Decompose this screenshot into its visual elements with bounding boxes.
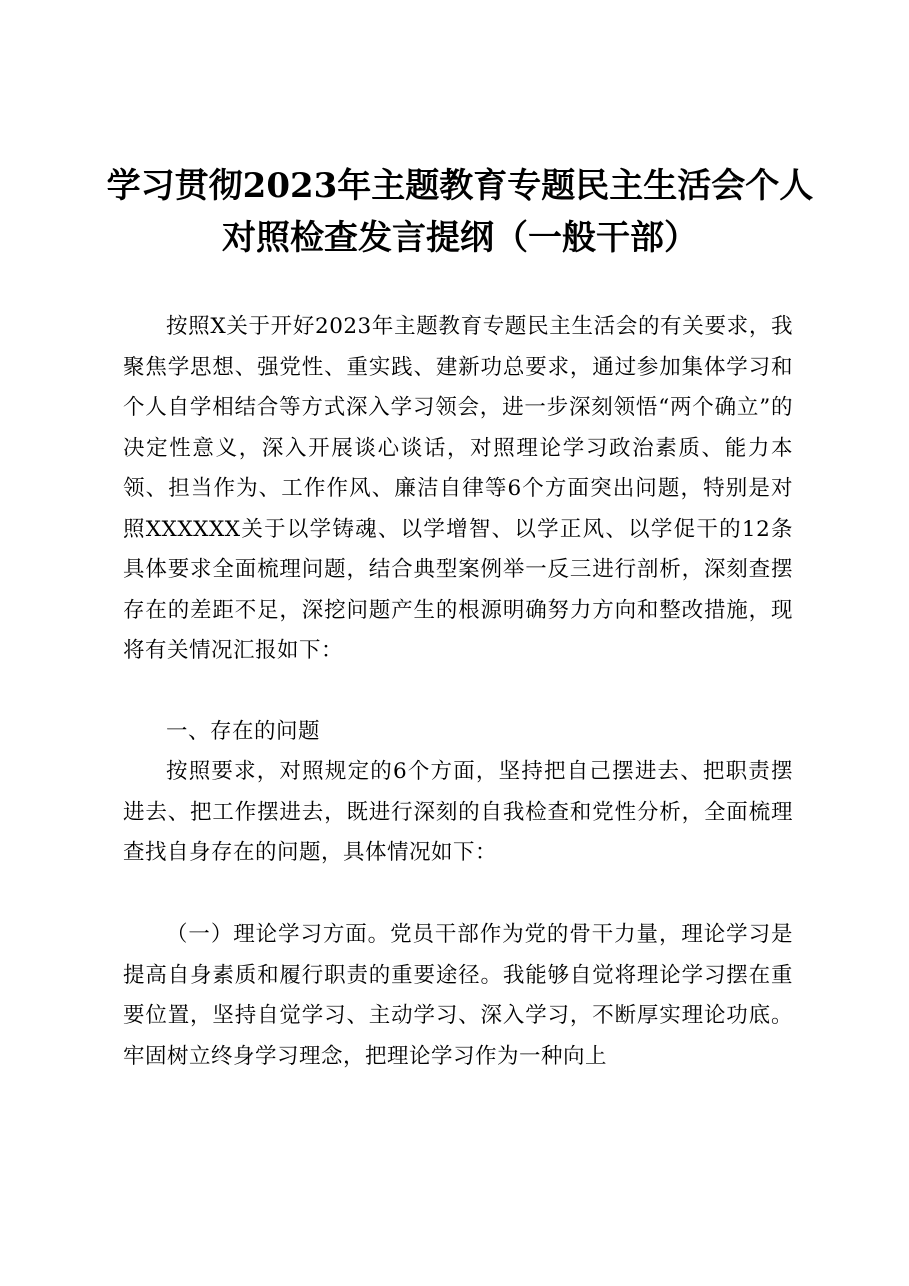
section-one-intro-paragraph: 按照要求，对照规定的6个方面，坚持把自己摆进去、把职责摆进去、把工作摆进去，既进行深刻的自我检查和党性分析，全面梳理查找自身存在的问题，具体情况如下： bbox=[123, 759, 793, 865]
section-heading-problems: 一、存在的问题 bbox=[166, 719, 321, 744]
intro-paragraph: 按照X关于开好2023年主题教育专题民主生活会的有关要求，我聚焦学思想、强党性、重实践、建新功总要求，通过参加集体学习和个人自学相结合等方式深入学习领会，进一步深刻领悟“两个确立”的决定性意义，深入开展谈心谈话，对照理论学习政治素质、能力本领、担当作为、工作作风、廉洁自律等6个方面突出问题，特别是对照XXXXXX关于以学铸魂、以学增智、以学正风、以学促干的12条具体要求全面梳理问题，结合典型案例举一反三进行剖析，深刻查摆存在的差距不足，深挖问题产生的根源明确努力方向和整改措施，现将有关情况汇报如下： bbox=[123, 314, 793, 663]
document-title: 学习贯彻2023年主题教育专题民主生活会个人对照检查发言提纲（一般干部） bbox=[106, 166, 814, 258]
theory-study-paragraph: （一）理论学习方面。党员干部作为党的骨干力量，理论学习是提高自身素质和履行职责的重要途径。我能够自觉将理论学习摆在重要位置，坚持自觉学习、主动学习、深入学习，不断厚实理论功底。牢固树立终身学习理念，把理论学习作为一种向上 bbox=[123, 922, 793, 1069]
